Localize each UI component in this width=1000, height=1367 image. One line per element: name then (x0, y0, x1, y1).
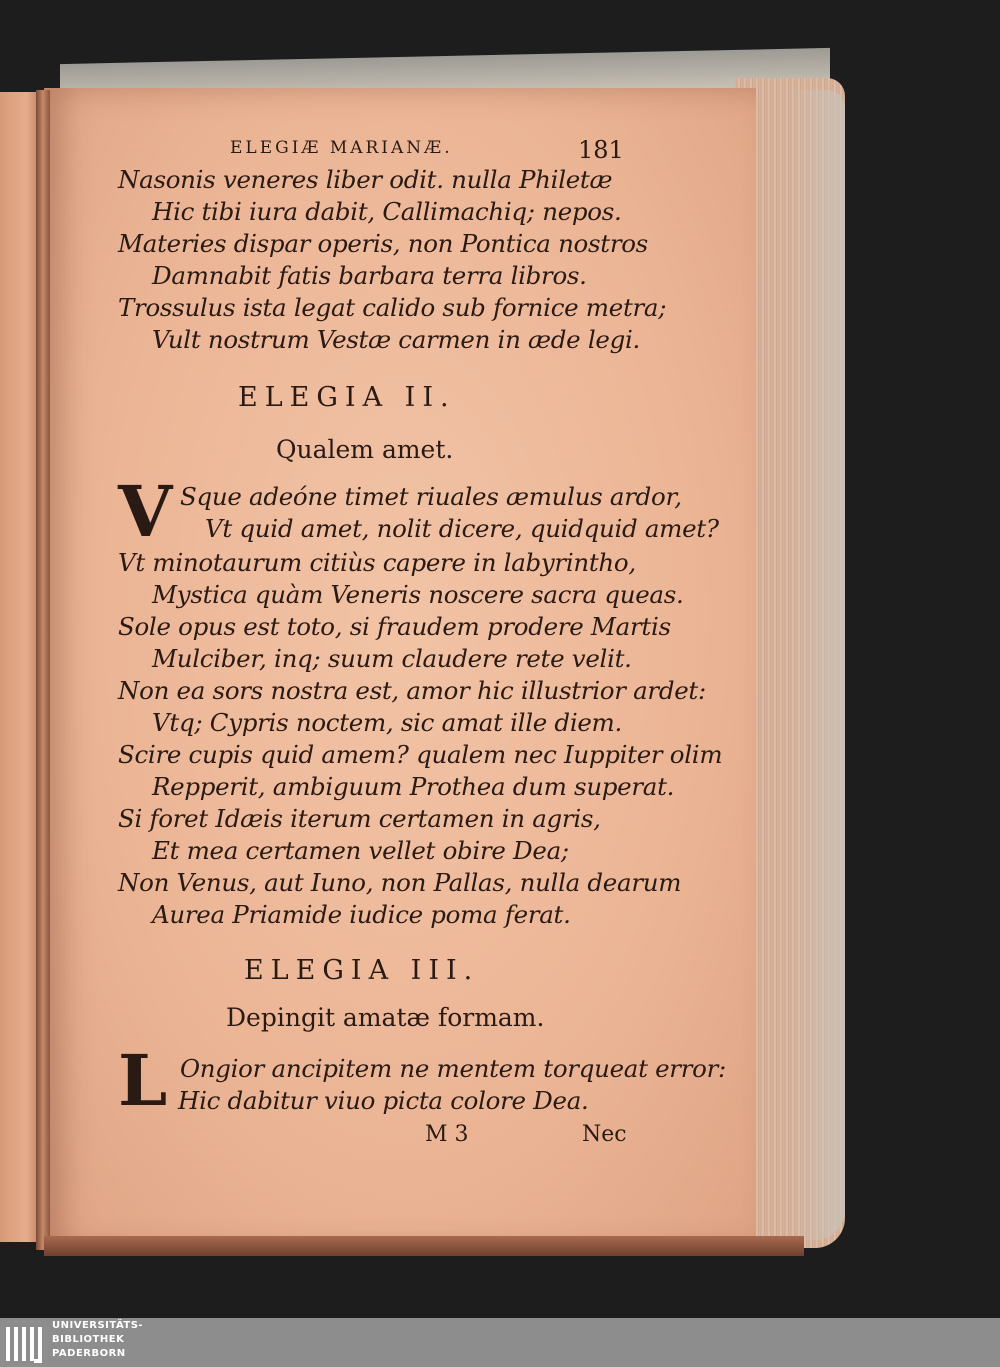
library-logo-icon (4, 1321, 44, 1365)
verse-line: Repperit, ambiguum Prothea dum superat. (152, 772, 675, 801)
verse-line: Vult nostrum Vestæ carmen in æde legi. (152, 325, 640, 354)
elegia-3-heading: ELEGIA III. (244, 955, 480, 986)
verse-line: Mulciber, inq; suum claudere rete velit. (152, 644, 632, 673)
verse-line: Damnabit fatis barbara terra libros. (152, 261, 587, 290)
verse-line: Materies dispar operis, non Pontica nostros (118, 229, 648, 258)
verse-line: Hic dabitur viuo picta colore Dea. (178, 1086, 589, 1115)
cover-bottom-edge (44, 1236, 804, 1256)
library-logo-line: PADERBORN (52, 1348, 126, 1359)
verse-line: Ongior ancipitem ne mentem torqueat error: (180, 1054, 726, 1083)
verse-line: Scire cupis quid amem? qualem nec Iuppiter olim (118, 740, 723, 769)
verse-line: Si foret Idæis iterum certamen in agris, (118, 804, 601, 833)
page-number: 181 (578, 136, 624, 164)
verse-line: Aurea Priamide iudice poma ferat. (152, 900, 571, 929)
library-footer-bar (0, 1318, 1000, 1367)
book-gutter (36, 90, 50, 1250)
verse-line: Non Venus, aut Iuno, non Pallas, nulla dearum (118, 868, 682, 897)
page-edges-shade (790, 90, 845, 1240)
running-title: ELEGIÆ MARIANÆ. (230, 138, 453, 158)
verse-line: Trossulus ista legat calido sub fornice metra; (118, 293, 667, 322)
catchword: Nec (582, 1122, 627, 1147)
elegia-2-subtitle: Qualem amet. (276, 435, 454, 464)
verse-line: Nasonis veneres liber odit. nulla Philetæ (118, 165, 613, 194)
verse-line: Hic tibi iura dabit, Callimachiq; nepos. (152, 197, 622, 226)
verse-line: Vt minotaurum citiùs capere in labyrintho, (118, 548, 636, 577)
library-logo-line: UNIVERSITÄTS- (52, 1320, 144, 1331)
signature-mark: M 3 (425, 1122, 469, 1147)
verse-line: Et mea certamen vellet obire Dea; (152, 836, 569, 865)
verse-line: Sole opus est toto, si fraudem prodere Martis (118, 612, 671, 641)
verse-line: Sque adeóne timet riuales æmulus ardor, (180, 482, 682, 511)
verse-line: Vt quid amet, nolit dicere, quidquid amet? (205, 514, 719, 543)
drop-cap: L (118, 1039, 168, 1122)
elegia-3-subtitle: Depingit amatæ formam. (226, 1003, 545, 1032)
library-logo-line: BIBLIOTHEK (52, 1334, 125, 1345)
verse-line: Mystica quàm Veneris noscere sacra queas. (152, 580, 684, 609)
drop-cap: V (118, 470, 173, 553)
verse-line: Non ea sors nostra est, amor hic illustrior ardet: (118, 676, 706, 705)
elegia-2-heading: ELEGIA II. (238, 382, 456, 413)
verse-line: Vtq; Cypris noctem, sic amat ille diem. (152, 708, 622, 737)
